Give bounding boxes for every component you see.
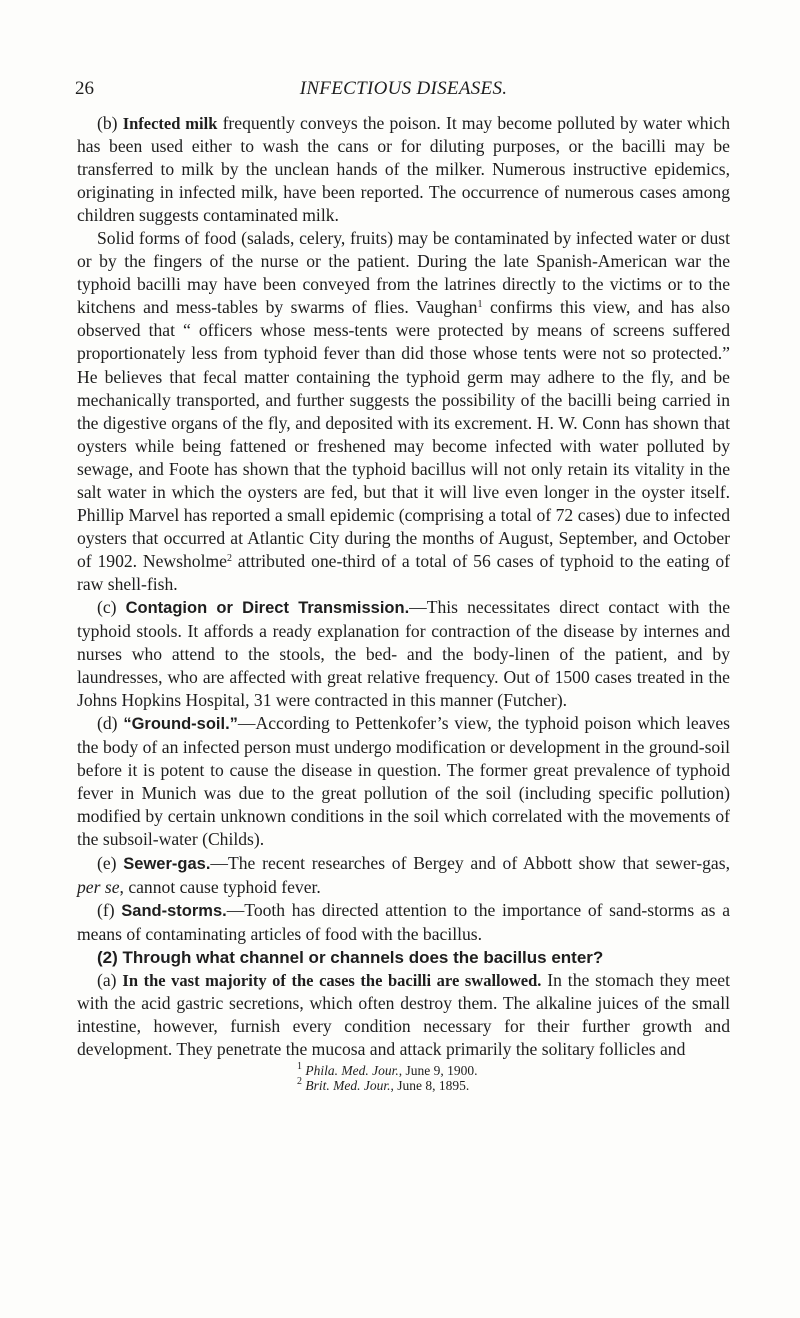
footnote-ref: 1 — [477, 299, 483, 311]
footnote — [297, 1078, 730, 1094]
run-in-heading: Sand-storms. — [121, 901, 227, 920]
footnote-source: Phila. Med. Jour. — [305, 1062, 399, 1078]
footnote-date: , June 8, 1895. — [390, 1078, 470, 1094]
paragraph-sand-storms — [77, 899, 730, 946]
paragraph-text: Solid forms of food (salads, celery, fruits) may be contaminated by infected water or dust or by the fingers of the nurse or the patient. During the late Spanish-American war the typhoid bacilli may have been conveyed from the latrines directly to the victims or to the kitchens and mess-tables by swarms of flies. Vaughan — [77, 228, 730, 318]
paragraph-text: —According to Pettenkofer’s view, the typhoid poison which leaves the body of an infected person must undergo modification or development in the ground-soil before it is potent to cause the disease in question. The former great prevalence of typhoid fever in Munich was due to the great pollution of the soil (including specific pollution) modified by certain unknown conditions in the soil which correlated with the movements of the subsoil-water (Childs). — [77, 713, 730, 850]
paragraph-text: attributed one-third of a total of 56 cases of typhoid to the eating of raw shell-fish. — [77, 550, 730, 594]
paragraph-text: —Tooth has directed attention to the importance of sand-storms as a means of contaminating articles of food with the bacillus. — [77, 899, 730, 944]
run-in-heading: Infected milk — [122, 114, 218, 133]
latin-phrase: per se — [77, 876, 120, 897]
section-marker: (a) — [97, 969, 117, 990]
run-in-heading: In the vast majority of the cases the bacilli are swallowed. — [122, 970, 542, 990]
paragraph-text: , cannot cause typhoid fever. — [119, 876, 321, 897]
footnote — [297, 1060, 730, 1079]
section-marker: (d) — [97, 713, 118, 734]
section-marker: (f) — [97, 899, 115, 920]
section-heading-entry-channel: (2) Through what channel or channels does the bacillus enter? — [97, 947, 604, 967]
run-in-heading: Contagion or Direct Transmission. — [125, 598, 410, 617]
paragraph-swallowed — [77, 969, 730, 1061]
paragraph-contagion — [77, 596, 730, 712]
body-text — [77, 112, 730, 1061]
paragraph-solid-food — [77, 227, 730, 596]
running-title: INFECTIOUS DISEASES. — [299, 78, 508, 99]
paragraph-text: frequently conveys the poison. It may become polluted by water which has been used either to wash the cans or for diluting purposes, or the bacilli may be transferred to milk by the unclean hands of the milker. Numerous instructive epidemics, originating in infected milk, have been reported. The occurrence of numerous cases among children suggests contaminated milk. — [77, 113, 731, 226]
footnote-ref: 2 — [226, 552, 232, 564]
paragraph-sewer-gas — [77, 852, 730, 899]
footnote-number: 1 — [297, 1060, 302, 1072]
paragraph-ground-soil — [77, 712, 730, 851]
footnote-number: 2 — [297, 1076, 302, 1088]
paragraph-text: —This necessitates direct contact with the typhoid stools. It affords a ready explanation for contraction of the disease by internes and nurses who attend to the stools, the bed- and the body-linen of the patient, and by laundresses, who are affected with great relative frequency. Out of 1500 cases treated in the Johns Hopkins Hospital, 31 were contracted in this manner (Futcher). — [77, 596, 731, 711]
paragraph-infected-milk — [77, 112, 730, 227]
section-marker: (e) — [97, 852, 117, 873]
paragraph-text: confirms this view, and has also observed that “ officers whose mess-tents were protected by means of screens suffered proportionately less from typhoid fever than did those whose tents were not so protected.” He believes that fecal matter containing the typhoid germ may adhere to the fly, and be mechanically transported, and further suggests the possibility of the bacilli being carried in the digestive organs of the fly, and deposited with its excrement. H. W. Conn has shown that oysters while being fattened or freshened may become infected with water polluted by sewage, and Foote has shown that the typhoid bacillus will not only retain its vitality in the salt water in which the oysters are fed, but that it will live even longer in the oyster itself. Phillip Marvel has reported a small epidemic (comprising a total of 72 cases) due to infected oysters that occurred at Atlantic City during the months of August, September, and October of 1902. Newsholme — [77, 297, 730, 571]
page-number: 26 — [75, 78, 94, 99]
paragraph-text: In the stomach they meet with the acid gastric secretions, which often destroy them. The alkaline juices of the small intestine, however, furnish every condition necessary for their further growth and development. They penetrate the mucosa and attack primarily the solitary follicles and — [77, 969, 731, 1059]
paragraph-text: —The recent researches of Bergey and of Abbott show that sewer-gas, — [210, 852, 730, 873]
footnotes — [77, 1060, 730, 1094]
footnote-date: , June 9, 1900. — [398, 1062, 478, 1078]
run-in-heading: Sewer-gas. — [123, 854, 211, 873]
section-marker: (b) — [97, 113, 118, 133]
footnote-source: Brit. Med. Jour. — [305, 1078, 391, 1094]
run-in-heading: “Ground-soil.” — [123, 715, 238, 734]
section-marker: (c) — [97, 596, 117, 617]
page-header — [77, 78, 730, 100]
